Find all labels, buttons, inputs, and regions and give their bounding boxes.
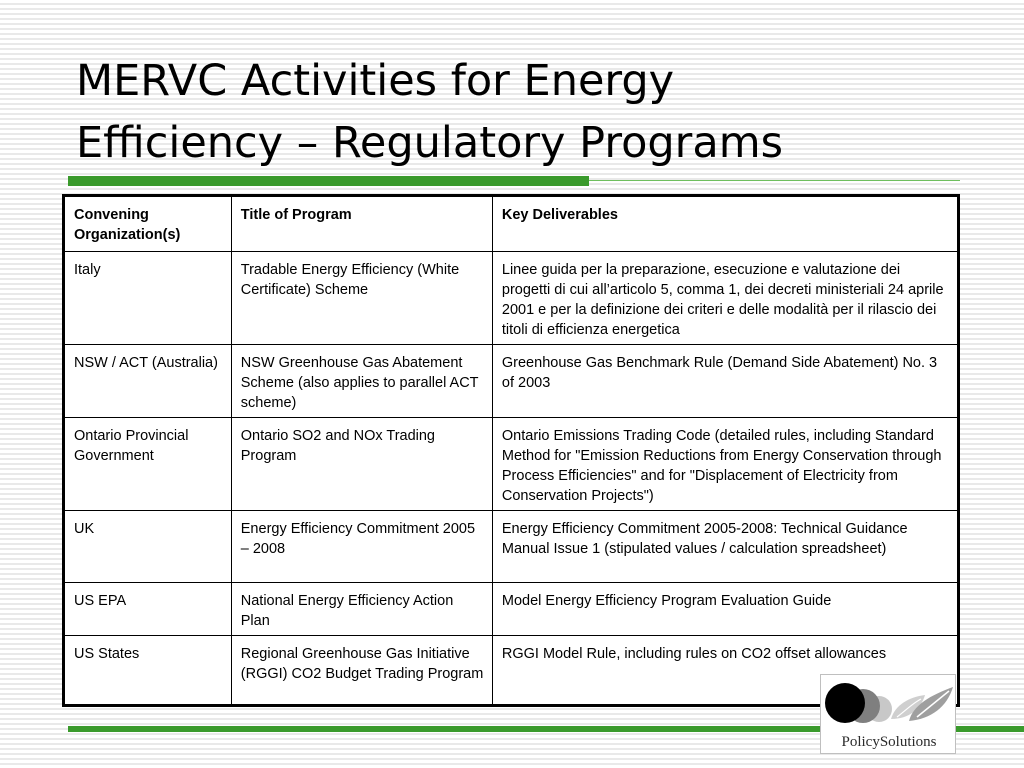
title-underline-green — [68, 176, 589, 186]
table-row — [64, 345, 959, 418]
cell-organization: NSW / ACT (Australia) — [64, 345, 232, 418]
cell-organization: US States — [64, 636, 232, 706]
cell-program-title: Regional Greenhouse Gas Initiative (RGGI) CO2 Budget Trading Program — [231, 636, 492, 706]
cell-program-title: National Energy Efficiency Action Plan — [231, 583, 492, 636]
logo-wordmark: PolicySolutions — [841, 734, 937, 750]
slide-title — [76, 50, 976, 174]
table-row — [64, 511, 959, 583]
table-row — [64, 418, 959, 511]
cell-program-title: Tradable Energy Efficiency (White Certificate) Scheme — [231, 252, 492, 345]
policysolutions-logo — [820, 674, 956, 754]
title-underline-thin — [589, 180, 960, 181]
cell-key-deliverables: Ontario Emissions Trading Code (detailed rules, including Standard Method for "Emission Reductions from Energy Conservation through Process Efficiencies" and for "Displacement of Electricity from Conservation Projects") — [492, 418, 958, 511]
cell-program-title: Ontario SO2 and NOx Trading Program — [231, 418, 492, 511]
cell-key-deliverables: RGGI Model Rule, including rules on CO2 offset allowances — [492, 636, 958, 706]
cell-organization: Ontario Provincial Government — [64, 418, 232, 511]
cell-key-deliverables: Greenhouse Gas Benchmark Rule (Demand Side Abatement) No. 3 of 2003 — [492, 345, 958, 418]
table-row — [64, 583, 959, 636]
title-line-2: Efficiency – Regulatory Programs — [76, 118, 784, 168]
programs-table-container — [62, 194, 960, 707]
cell-key-deliverables: Model Energy Efficiency Program Evaluation Guide — [492, 583, 958, 636]
header-convening-organization: Convening Organization(s) — [64, 196, 232, 252]
table-header-row — [64, 196, 959, 252]
cell-organization: US EPA — [64, 583, 232, 636]
circles-and-leaves-logo-icon — [821, 675, 957, 735]
header-key-deliverables: Key Deliverables — [492, 196, 958, 252]
title-underline-bar — [68, 176, 960, 186]
programs-table — [62, 194, 960, 707]
title-line-1: MERVC Activities for Energy — [76, 56, 675, 106]
cell-organization: UK — [64, 511, 232, 583]
cell-key-deliverables: Energy Efficiency Commitment 2005-2008: Technical Guidance Manual Issue 1 (stipulated values / calculation spreadsheet) — [492, 511, 958, 583]
cell-program-title: Energy Efficiency Commitment 2005 – 2008 — [231, 511, 492, 583]
logo-leaves-icon — [891, 687, 953, 721]
cell-program-title: NSW Greenhouse Gas Abatement Scheme (also applies to parallel ACT scheme) — [231, 345, 492, 418]
table-row — [64, 252, 959, 345]
cell-key-deliverables: Linee guida per la preparazione, esecuzione e valutazione dei progetti di cui all’articolo 5, comma 1, dei decreti ministeriali 24 aprile 2001 e per la definizione dei criteri e delle modalità per il rilascio dei titoli di efficienza energetica — [492, 252, 958, 345]
logo-circle-black — [825, 683, 865, 723]
header-title-of-program: Title of Program — [231, 196, 492, 252]
cell-organization: Italy — [64, 252, 232, 345]
